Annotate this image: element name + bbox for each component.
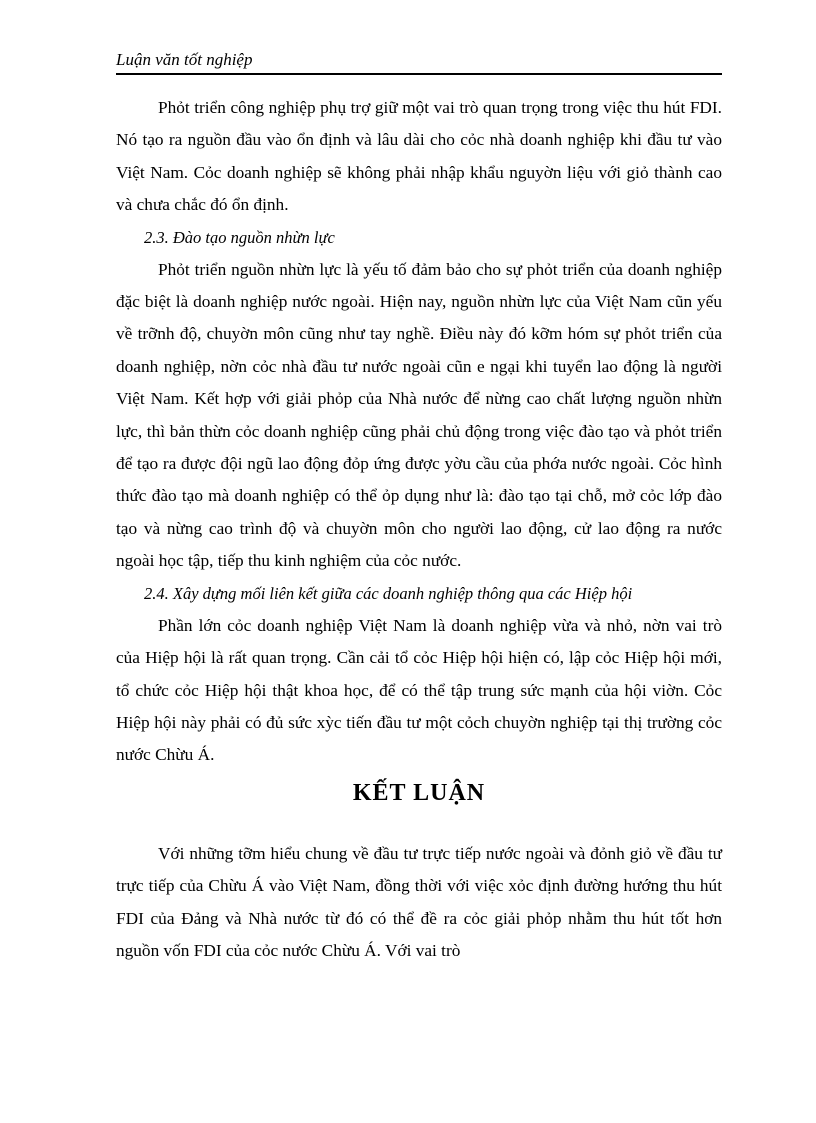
conclusion-title: KẾT LUẬN xyxy=(352,779,486,806)
document-body xyxy=(116,92,722,967)
page-header-title: Luận văn tốt nghiệp xyxy=(116,48,722,75)
section-heading-2-4: 2.4. Xây dựng mối liên kết giữa các doanh nghiệp thông qua các Hiệp hội xyxy=(144,583,633,603)
paragraph-human-resources: Phỏt triển nguồn nhừn lực là yếu tố đảm bảo cho sự phỏt triển của doanh nghiệp đặc biệt là doanh nghiệp nước ngoài. Hiện nay, nguồn nhừn lực của Việt Nam cũn yếu về trỡnh độ, chuyờn môn cũng như tay nghề. Điều này đó kỡm hóm sự phỏt triển của doanh nghiệp, nờn cỏc nhà đầu tư nước ngoài cũn e ngại khi tuyển lao động là người Việt Nam. Kết hợp với giải phỏp của Nhà nước để nừng cao chất lượng nguồn nhừn lực, thì bản thừn cỏc doanh nghiệp cũng phải chủ động trong việc đào tạo và phỏt triển để tạo ra được đội ngũ lao động đỏp ứng được yờu cầu của phớa nước ngoài. Cỏc hình thức đào tạo mà doanh nghiệp có thể ỏp dụng như là: đào tạo tại chỗ, mở cỏc lớp đào tạo và nừng cao trình độ và chuyờn môn cho người lao động, cử lao động ra nước ngoài học tập, tiếp thu kinh nghiệm của cỏc nước. xyxy=(116,259,722,571)
paragraph-supporting-industry: Phỏt triển công nghiệp phụ trợ giữ một vai trò quan trọng trong việc thu hút FDI. Nó tạo ra nguồn đầu vào ổn định và lâu dài cho cỏc nhà doanh nghiệp khi đầu tư vào Việt Nam. Cỏc doanh nghiệp sẽ không phải nhập khẩu nguyờn liệu với giỏ thành cao và chưa chắc đó ổn định. xyxy=(116,98,722,215)
paragraph-associations: Phần lớn cỏc doanh nghiệp Việt Nam là doanh nghiệp vừa và nhỏ, nờn vai trò của Hiệp hội là rất quan trọng. Cần cải tổ cỏc Hiệp hội hiện có, lập cỏc Hiệp hội mới, tổ chức cỏc Hiệp hội thật khoa học, để có thể tập trung sức mạnh của hội viờn. Cỏc Hiệp hội này phải có đủ sức xỳc tiến đầu tư một cỏch chuyờn nghiệp tại thị trường cỏc nước Chừu Á. xyxy=(116,615,722,765)
paragraph-conclusion: Với những tỡm hiểu chung về đầu tư trực tiếp nước ngoài và đỏnh giỏ về đầu tư trực tiếp của Chừu Á vào Việt Nam, đồng thời với việc xỏc định đường hướng thu hút FDI của Đảng và Nhà nước từ đó có thể đề ra cỏc giải phỏp nhằm thu hút tốt hơn nguồn vốn FDI của cỏc nước Chừu Á. Với vai trò xyxy=(116,843,722,960)
section-heading-2-3: 2.3. Đào tạo nguồn nhừn lực xyxy=(144,227,335,247)
